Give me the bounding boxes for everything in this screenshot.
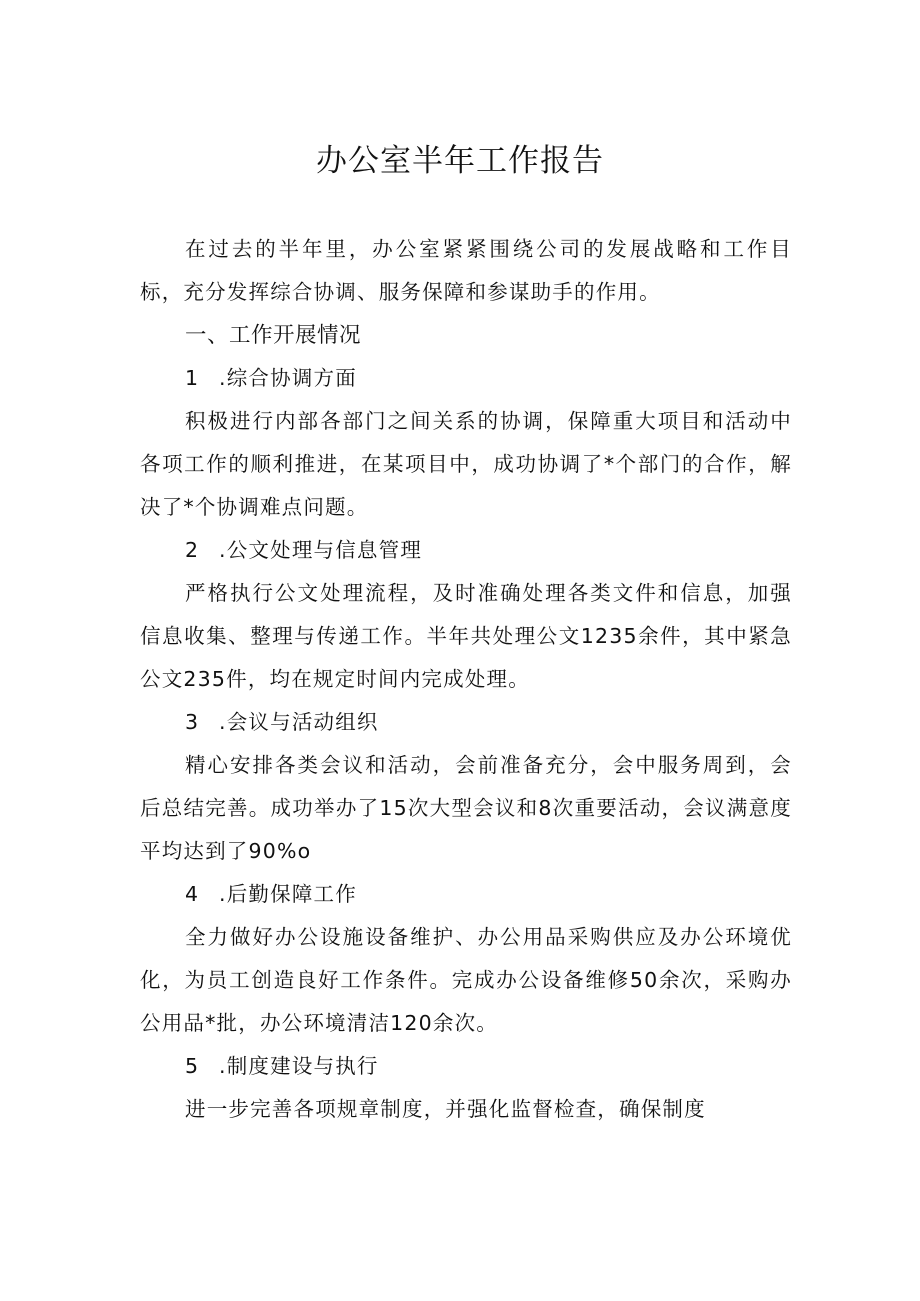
paragraph-3: 精心安排各类会议和活动，会前准备充分，会中服务周到，会后总结完善。成功举办了15次大型会议和8次重要活动，会议满意度平均达到了90%o: [140, 753, 792, 863]
subheading-3: [140, 701, 792, 744]
subheading-1: [140, 357, 792, 400]
subheading-title: .综合协调方面: [219, 366, 357, 390]
subheading-title: .会议与活动组织: [219, 710, 379, 734]
paragraph-4: 全力做好办公设施设备维护、办公用品采购供应及办公环境优化，为员工创造良好工作条件。完成办公设备维修50余次，采购办公用品*批，办公环境清洁120余次。: [140, 925, 792, 1035]
subheading-2: [140, 529, 792, 572]
subheading-title: .公文处理与信息管理: [219, 538, 423, 562]
paragraph-1: 积极进行内部各部门之间关系的协调，保障重大项目和活动中各项工作的顺利推进，在某项目中，成功协调了*个部门的合作，解决了*个协调难点问题。: [140, 409, 792, 519]
intro-paragraph: 在过去的半年里，办公室紧紧围绕公司的发展战略和工作目标，充分发挥综合协调、服务保障和参谋助手的作用。: [140, 237, 792, 304]
subheading-number: 2: [185, 538, 200, 562]
paragraph-2: 严格执行公文处理流程，及时准确处理各类文件和信息，加强信息收集、整理与传递工作。半年共处理公文1235余件，其中紧急公文235件，均在规定时间内完成处理。: [140, 581, 792, 691]
section-heading: 一、工作开展情况: [185, 323, 362, 348]
subheading-number: 3: [185, 710, 200, 734]
subheading-4: [140, 873, 792, 916]
subheading-number: 4: [185, 882, 200, 906]
subheading-title: .制度建设与执行: [219, 1054, 379, 1078]
subheading-number: 5: [185, 1054, 200, 1078]
document-body: [140, 228, 792, 1131]
subheading-5: [140, 1045, 792, 1088]
document-title: 办公室半年工作报告: [316, 143, 604, 179]
paragraph-5: 进一步完善各项规章制度，并强化监督检查，确保制度: [185, 1097, 706, 1121]
subheading-number: 1: [185, 366, 200, 390]
subheading-title: .后勤保障工作: [219, 882, 357, 906]
